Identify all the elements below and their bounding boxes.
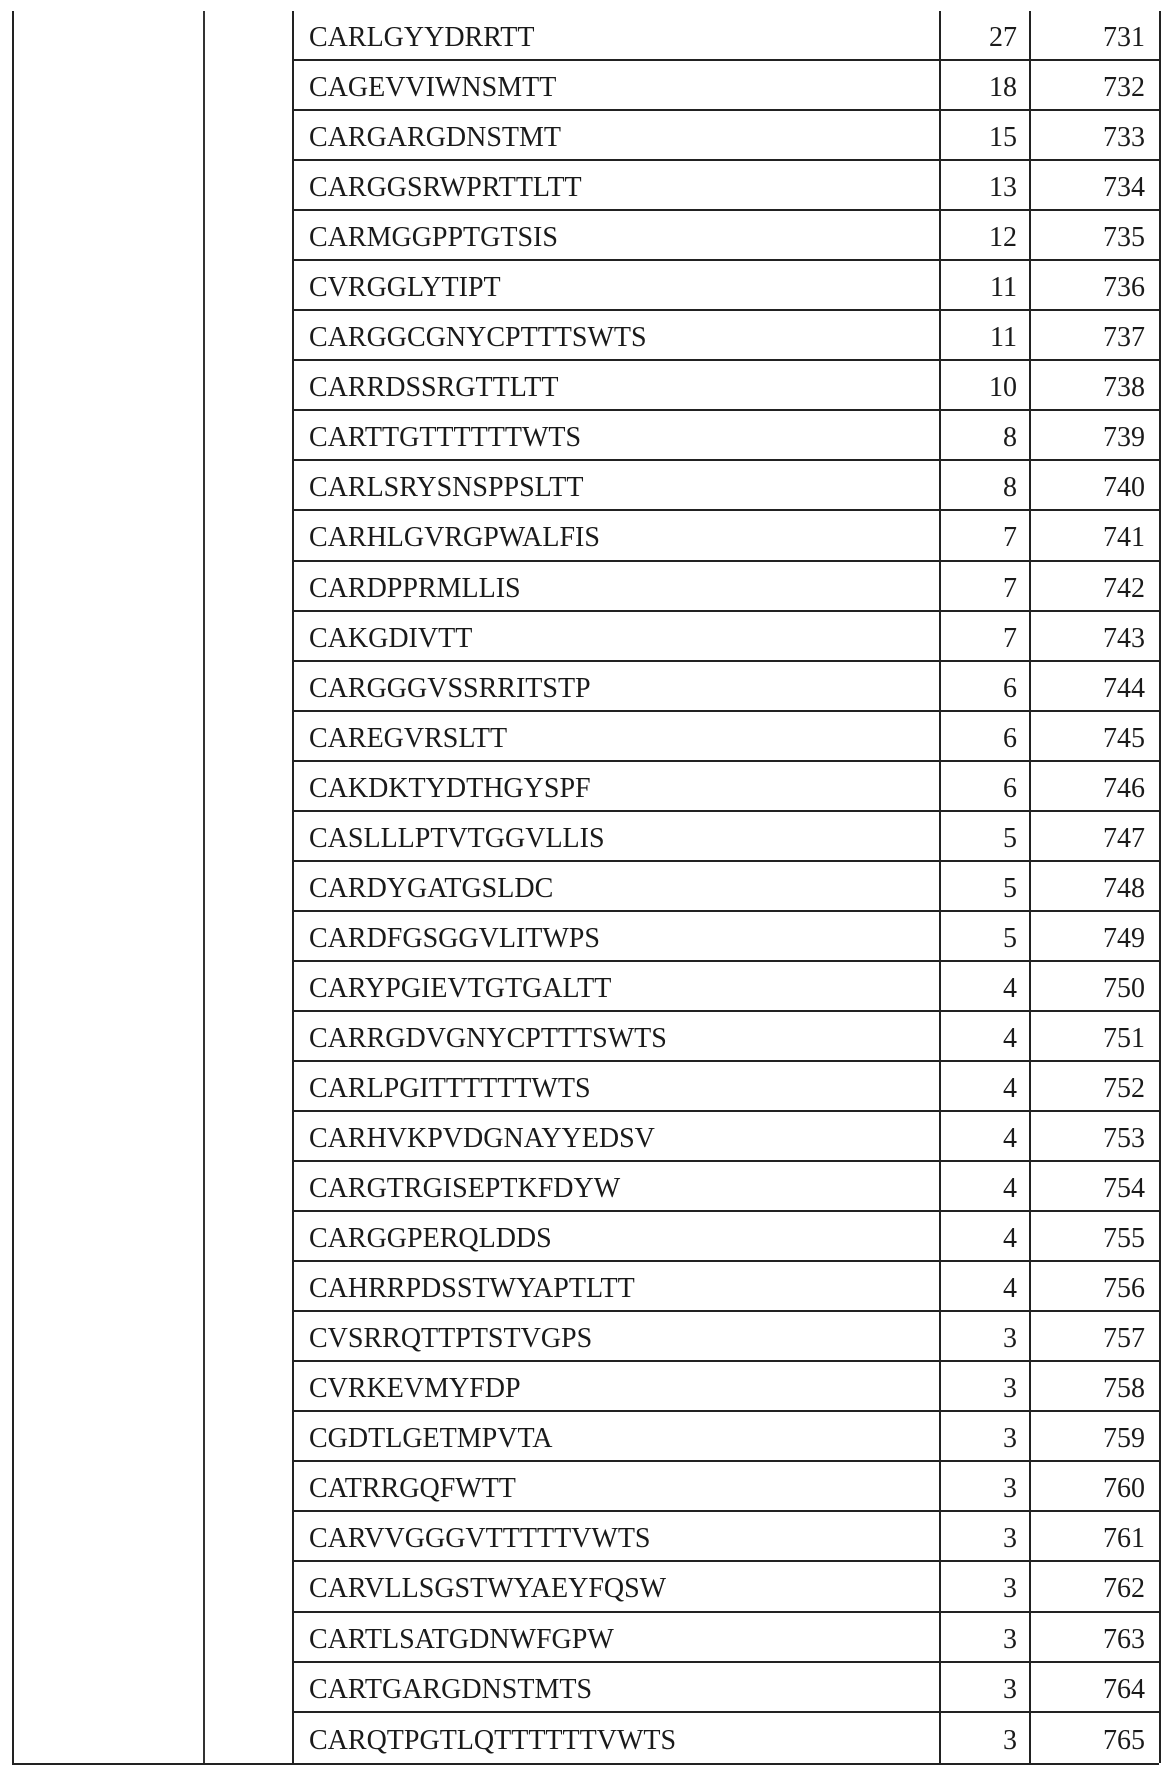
count-cell: 18 [941, 61, 1031, 109]
id-cell: 738 [1031, 361, 1161, 409]
table-row [294, 912, 1161, 962]
sequence-cell: CVRKEVMYFDP [294, 1362, 941, 1410]
sequence-cell: CARRDSSRGTTLTT [294, 361, 941, 409]
id-cell: 736 [1031, 261, 1161, 309]
table-row [294, 461, 1161, 511]
sequence-cell: CARVVGGGVTTTTTVWTS [294, 1512, 941, 1560]
sequence-cell: CASLLLPTVTGGVLLIS [294, 812, 941, 860]
count-cell: 5 [941, 862, 1031, 910]
table-row [294, 1663, 1161, 1713]
sequence-cell: CARGGCGNYCPTTTSWTS [294, 311, 941, 359]
sequence-cell: CAKGDIVTT [294, 612, 941, 660]
id-cell: 741 [1031, 511, 1161, 559]
table-body [294, 11, 1161, 1763]
sequence-cell: CAKDKTYDTHGYSPF [294, 762, 941, 810]
merged-column-b [205, 11, 294, 1763]
count-cell: 10 [941, 361, 1031, 409]
id-cell: 754 [1031, 1162, 1161, 1210]
count-cell: 4 [941, 1262, 1031, 1310]
id-cell: 763 [1031, 1613, 1161, 1661]
count-cell: 6 [941, 712, 1031, 760]
id-cell: 731 [1031, 11, 1161, 59]
sequence-cell: CARYPGIEVTGTGALTT [294, 962, 941, 1010]
count-cell: 3 [941, 1512, 1031, 1560]
sequence-cell: CARDYGATGSLDC [294, 862, 941, 910]
table-row [294, 562, 1161, 612]
sequence-cell: CARGARGDNSTMT [294, 111, 941, 159]
count-cell: 7 [941, 511, 1031, 559]
table-row [294, 1112, 1161, 1162]
count-cell: 4 [941, 1062, 1031, 1110]
table-row [294, 1613, 1161, 1663]
id-cell: 761 [1031, 1512, 1161, 1560]
sequence-cell: CARQTPGTLQTTTTTTVWTS [294, 1713, 941, 1763]
sequence-cell: CARHLGVRGPWALFIS [294, 511, 941, 559]
table-row [294, 261, 1161, 311]
id-cell: 758 [1031, 1362, 1161, 1410]
id-cell: 735 [1031, 211, 1161, 259]
count-cell: 4 [941, 1162, 1031, 1210]
table-row [294, 762, 1161, 812]
id-cell: 740 [1031, 461, 1161, 509]
table-row [294, 161, 1161, 211]
id-cell: 757 [1031, 1312, 1161, 1360]
sequence-cell: CARGGPERQLDDS [294, 1212, 941, 1260]
id-cell: 747 [1031, 812, 1161, 860]
merged-column-a [14, 11, 205, 1763]
count-cell: 3 [941, 1312, 1031, 1360]
count-cell: 27 [941, 11, 1031, 59]
count-cell: 11 [941, 311, 1031, 359]
table-row [294, 962, 1161, 1012]
count-cell: 3 [941, 1362, 1031, 1410]
sequence-cell: CARGGSRWPRTTLTT [294, 161, 941, 209]
count-cell: 3 [941, 1562, 1031, 1610]
sequence-cell: CVRGGLYTIPT [294, 261, 941, 309]
id-cell: 746 [1031, 762, 1161, 810]
sequence-table [12, 11, 1159, 1765]
sequence-cell: CAHRRPDSSTWYAPTLTT [294, 1262, 941, 1310]
table-row [294, 1412, 1161, 1462]
id-cell: 737 [1031, 311, 1161, 359]
count-cell: 4 [941, 962, 1031, 1010]
id-cell: 744 [1031, 662, 1161, 710]
id-cell: 765 [1031, 1713, 1161, 1763]
id-cell: 748 [1031, 862, 1161, 910]
sequence-cell: CARRGDVGNYCPTTTSWTS [294, 1012, 941, 1060]
table-row [294, 862, 1161, 912]
count-cell: 8 [941, 461, 1031, 509]
count-cell: 6 [941, 662, 1031, 710]
table-row [294, 1462, 1161, 1512]
sequence-cell: CARTLSATGDNWFGPW [294, 1613, 941, 1661]
table-row [294, 812, 1161, 862]
id-cell: 732 [1031, 61, 1161, 109]
table-row [294, 612, 1161, 662]
sequence-cell: CARLSRYSNSPPSLTT [294, 461, 941, 509]
id-cell: 751 [1031, 1012, 1161, 1060]
table-row [294, 1713, 1161, 1763]
id-cell: 764 [1031, 1663, 1161, 1711]
sequence-cell: CARTTGTTTTTTWTS [294, 411, 941, 459]
table-row [294, 361, 1161, 411]
id-cell: 752 [1031, 1062, 1161, 1110]
id-cell: 756 [1031, 1262, 1161, 1310]
id-cell: 749 [1031, 912, 1161, 960]
table-row [294, 1012, 1161, 1062]
sequence-cell: CARVLLSGSTWYAEYFQSW [294, 1562, 941, 1610]
table-row [294, 1062, 1161, 1112]
count-cell: 3 [941, 1462, 1031, 1510]
sequence-cell: CATRRGQFWTT [294, 1462, 941, 1510]
count-cell: 3 [941, 1713, 1031, 1763]
id-cell: 742 [1031, 562, 1161, 610]
id-cell: 745 [1031, 712, 1161, 760]
table-row [294, 712, 1161, 762]
count-cell: 13 [941, 161, 1031, 209]
count-cell: 6 [941, 762, 1031, 810]
count-cell: 3 [941, 1613, 1031, 1661]
table-row [294, 1262, 1161, 1312]
sequence-cell: CAGEVVIWNSMTT [294, 61, 941, 109]
count-cell: 5 [941, 812, 1031, 860]
sequence-cell: CAREGVRSLTT [294, 712, 941, 760]
sequence-cell: CGDTLGETMPVTA [294, 1412, 941, 1460]
table-row [294, 311, 1161, 361]
id-cell: 750 [1031, 962, 1161, 1010]
id-cell: 733 [1031, 111, 1161, 159]
sequence-cell: CARGTRGISEPTKFDYW [294, 1162, 941, 1210]
count-cell: 8 [941, 411, 1031, 459]
table-row [294, 1162, 1161, 1212]
sequence-cell: CARDFGSGGVLITWPS [294, 912, 941, 960]
sequence-cell: CARLPGITTTTTTWTS [294, 1062, 941, 1110]
id-cell: 734 [1031, 161, 1161, 209]
table-row [294, 61, 1161, 111]
sequence-cell: CARDPPRMLLIS [294, 562, 941, 610]
sequence-cell: CARGGGVSSRRITSTP [294, 662, 941, 710]
table-row [294, 11, 1161, 61]
table-row [294, 111, 1161, 161]
table-row [294, 662, 1161, 712]
count-cell: 15 [941, 111, 1031, 159]
table-row [294, 1512, 1161, 1562]
count-cell: 7 [941, 562, 1031, 610]
count-cell: 12 [941, 211, 1031, 259]
id-cell: 759 [1031, 1412, 1161, 1460]
table-row [294, 511, 1161, 561]
count-cell: 3 [941, 1663, 1031, 1711]
id-cell: 755 [1031, 1212, 1161, 1260]
table-row [294, 411, 1161, 461]
sequence-cell: CARTGARGDNSTMTS [294, 1663, 941, 1711]
sequence-cell: CARMGGPPTGTSIS [294, 211, 941, 259]
table-row [294, 211, 1161, 261]
count-cell: 7 [941, 612, 1031, 660]
id-cell: 760 [1031, 1462, 1161, 1510]
table-row [294, 1212, 1161, 1262]
id-cell: 739 [1031, 411, 1161, 459]
count-cell: 11 [941, 261, 1031, 309]
id-cell: 753 [1031, 1112, 1161, 1160]
count-cell: 4 [941, 1212, 1031, 1260]
table-row [294, 1362, 1161, 1412]
count-cell: 4 [941, 1012, 1031, 1060]
sequence-cell: CVSRRQTTPTSTVGPS [294, 1312, 941, 1360]
table-row [294, 1312, 1161, 1362]
count-cell: 5 [941, 912, 1031, 960]
id-cell: 743 [1031, 612, 1161, 660]
table-row [294, 1562, 1161, 1612]
sequence-cell: CARLGYYDRRTT [294, 11, 941, 59]
count-cell: 4 [941, 1112, 1031, 1160]
id-cell: 762 [1031, 1562, 1161, 1610]
count-cell: 3 [941, 1412, 1031, 1460]
sequence-cell: CARHVKPVDGNAYYEDSV [294, 1112, 941, 1160]
